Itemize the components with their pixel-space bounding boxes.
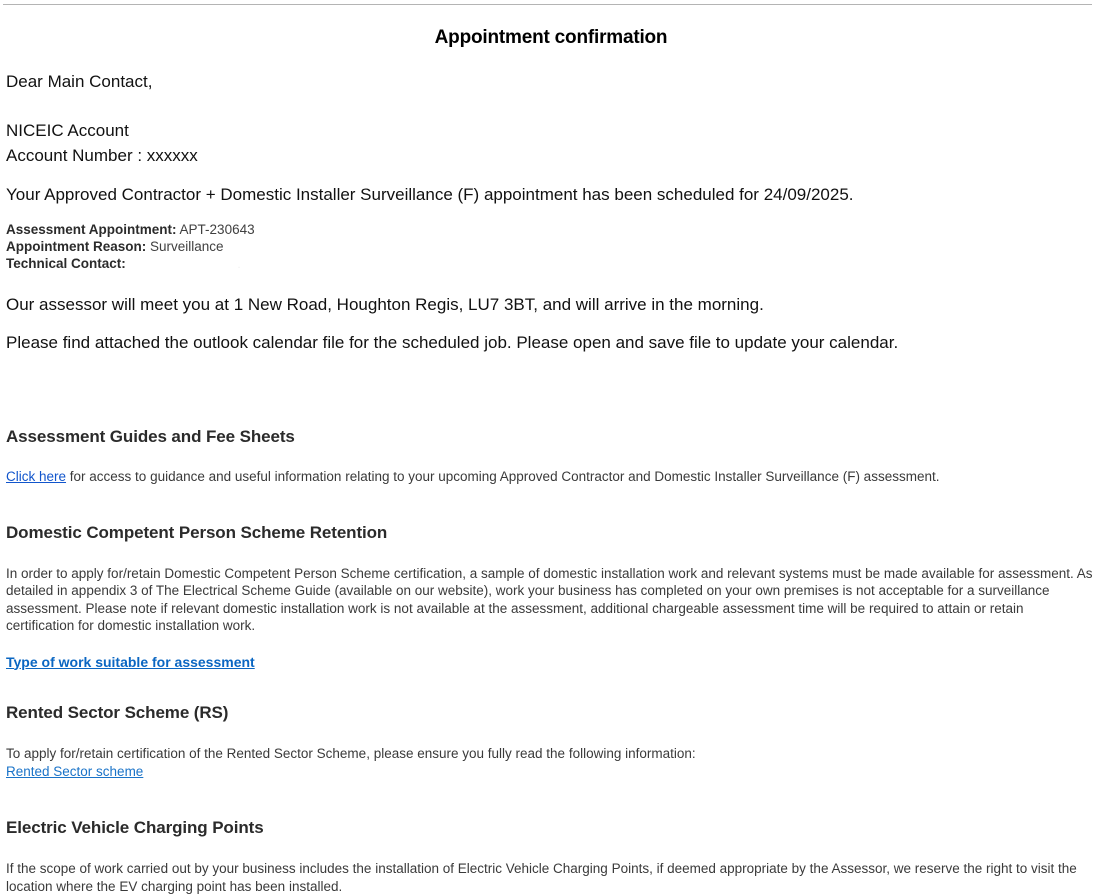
rented-sector-scheme-link[interactable]: Rented Sector scheme <box>6 763 144 779</box>
assessment-guides-text: for access to guidance and useful information relating to your upcoming Approved Contractor and Domestic Installer Surveillance (F) assessment. <box>66 469 940 484</box>
attachment-statement: Please find attached the outlook calendar file for the scheduled job. Please open and save file to update your calendar. <box>6 333 899 352</box>
account-number: Account Number : xxxxxx <box>6 146 198 165</box>
page-title: Appointment confirmation <box>434 27 668 48</box>
assessment-guides-heading: Assessment Guides and Fee Sheets <box>6 427 295 446</box>
schedule-statement: Your Approved Contractor + Domestic Installer Surveillance (F) appointment has been scheduled for 24/09/2025. <box>6 185 854 204</box>
section-domestic-competent-person <box>6 486 1094 672</box>
ev-charging-paragraph: If the scope of work carried out by your business includes the installation of Electric Vehicle Charging Points, if deemed appropriate by the Assessor, we reserve the right to visit the location where the EV charging point has been installed. <box>6 861 1077 894</box>
technical-contact-label: Technical Contact: <box>6 256 126 271</box>
technical-contact-row <box>6 255 1094 274</box>
account-name: NICEIC Account <box>6 121 129 140</box>
dcp-link-row <box>6 635 1094 672</box>
rented-sector-link-row <box>6 763 1094 781</box>
appointment-details <box>6 205 1094 274</box>
section-ev-charging <box>6 780 1094 895</box>
section-rented-sector <box>6 671 1094 780</box>
click-here-link[interactable]: Click here <box>6 469 67 484</box>
section-assessment-guides <box>6 353 1094 486</box>
faint-text-artifact: . <box>237 259 241 271</box>
rented-sector-heading: Rented Sector Scheme (RS) <box>6 703 229 722</box>
assessment-appointment-value: APT-230643 <box>179 222 255 237</box>
assessment-appointment-row <box>6 221 1094 238</box>
ev-charging-heading: Electric Vehicle Charging Points <box>6 818 264 837</box>
appointment-reason-row <box>6 238 1094 255</box>
assessment-guides-paragraph <box>6 447 1094 486</box>
appointment-reason-value: Surveillance <box>150 239 224 254</box>
dcp-paragraph: In order to apply for/retain Domestic Competent Person Scheme certification, a sample of domestic installation work and relevant systems must be made available for assessment. As detailed in appendix 3 of The Electrical Scheme Guide (available on our website), work your business has completed on your own premises is not acceptable for a surveillance assessment. Please note if relevant domestic installation work is not available at the assessment, additional chargeable assessment time will be required to attain or retain certification for domestic installation work. <box>6 565 1093 633</box>
assessment-appointment-label: Assessment Appointment: <box>6 222 177 237</box>
appointment-reason-label: Appointment Reason: <box>6 239 147 254</box>
salutation: Dear Main Contact, <box>6 72 153 91</box>
assessor-statement: Our assessor will meet you at 1 New Road, Houghton Regis, LU7 3BT, and will arrive in the morning. <box>6 295 764 314</box>
account-block <box>6 92 1094 168</box>
top-divider <box>3 4 1092 5</box>
rented-sector-paragraph: To apply for/retain certification of the Rented Sector Scheme, please ensure you fully read the following information: <box>6 746 696 761</box>
type-of-work-link[interactable]: Type of work suitable for assessment <box>6 653 255 670</box>
dcp-heading: Domestic Competent Person Scheme Retention <box>6 522 388 542</box>
